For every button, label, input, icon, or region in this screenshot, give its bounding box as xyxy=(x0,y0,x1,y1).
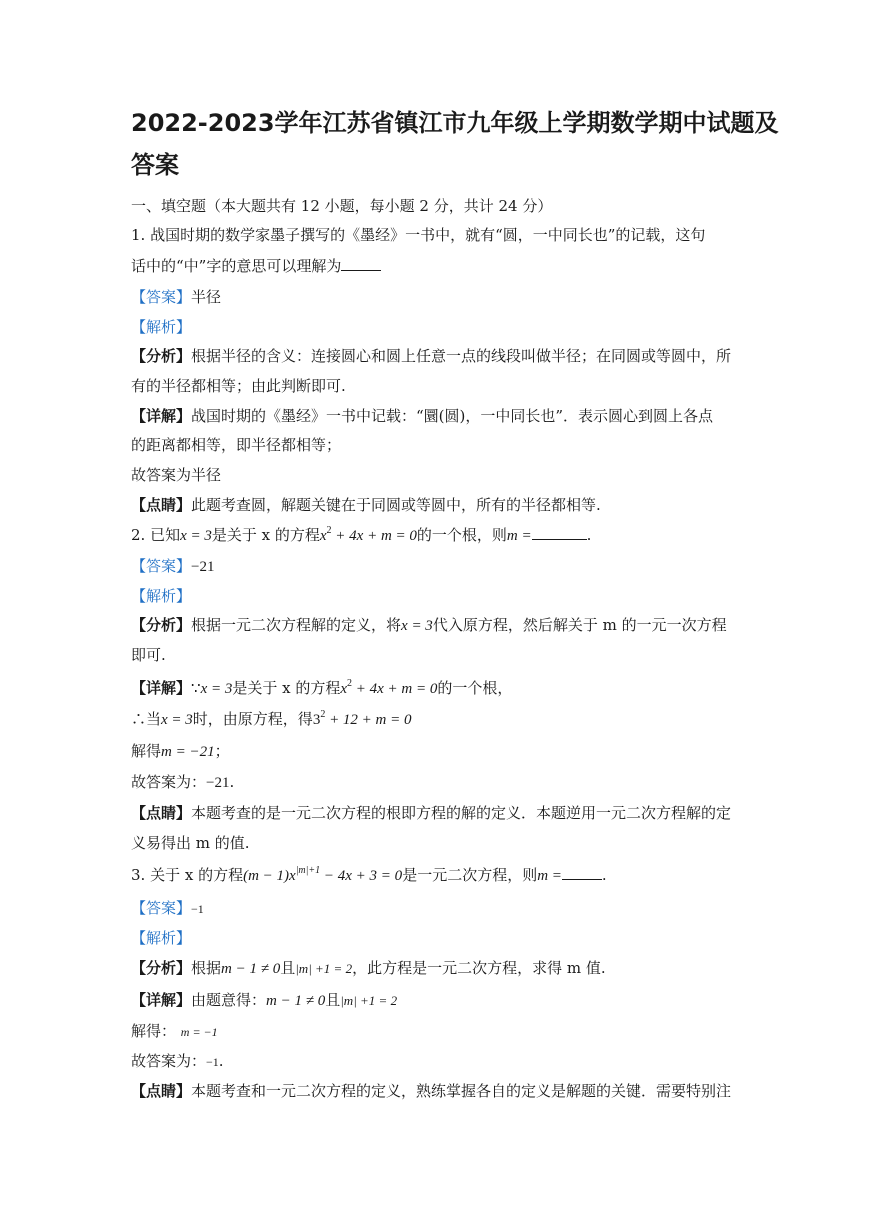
q3-fenxi: 【分析】根据m − 1 ≠ 0且|m| +1 = 2，此方程是一元二次方程，求得 m 值. xyxy=(131,959,606,977)
q1-text-line1: 1. 战国时期的数学家墨子撰写的《墨经》一书中，就有“圆，一中同长也”的记载，这句 xyxy=(131,226,706,244)
q3-comment: 【点睛】本题考查和一元二次方程的定义，熟练掌握各自的定义是解题的关键．需要特别注 xyxy=(131,1082,732,1100)
q2-solve: 解得m = −21； xyxy=(131,742,230,760)
q3-text: 3. 关于 x 的方程$(m - 1)x^{|m|+1} - 4x + 3 = 0$是一元二次方程，则m = . xyxy=(131,865,607,884)
q3-answer: 【答案】−1 xyxy=(131,899,204,917)
q3-conclusion: 故答案为：−1. xyxy=(131,1052,224,1070)
answer-blank xyxy=(562,865,602,880)
q3-detail: 【详解】由题意得：m − 1 ≠ 0且|m| +1 = 2 xyxy=(131,991,398,1009)
answer-blank xyxy=(341,256,381,271)
q1-comment: 【点睛】此题考查圆，解题关键在于同圆或等圆中，所有的半径都相等. xyxy=(131,496,601,514)
q1-analysis-tag: 【解析】 xyxy=(131,318,192,336)
q1-detail-line1: 【详解】战国时期的《墨经》一书中记载：“圜(圆)，一中同长也”．表示圆心到圆上各点 xyxy=(131,407,714,425)
doc-title-line1: 2022-2023学年江苏省镇江市九年级上学期数学期中试题及 xyxy=(131,109,779,137)
q2-text: 2. 已知x = 3是关于 x 的方程$x^2 + 4x + m = 0$的一个根，则m = . xyxy=(131,525,592,544)
q1-conclusion: 故答案为半径 xyxy=(131,466,222,484)
q2-comment-line2: 义易得出 m 的值. xyxy=(131,834,250,852)
q2-detail: 【详解】∵x = 3是关于 x 的方程$x^2 + 4x + m = 0$的一个根， xyxy=(131,678,513,697)
q1-text-line2: 话中的“中”字的意思可以理解为 xyxy=(131,255,741,277)
section-heading: 一、填空题（本大题共有 12 小题，每小题 2 分，共计 24 分） xyxy=(131,197,553,215)
q2-conclusion: 故答案为：−21. xyxy=(131,773,235,791)
q1-detail-line2: 的距离都相等，即半径都相等； xyxy=(131,436,342,454)
q3-analysis-tag: 【解析】 xyxy=(131,929,192,947)
q1-fenxi-line2: 有的半径都相等；由此判断即可. xyxy=(131,377,346,395)
q2-fenxi-line2: 即可. xyxy=(131,646,166,664)
answer-tag: 【答案】 xyxy=(131,288,192,306)
q1-answer: 【答案】半径 xyxy=(131,288,222,306)
q2-analysis-tag: 【解析】 xyxy=(131,587,192,605)
doc-title-line2: 答案 xyxy=(131,151,179,179)
q2-when: ∴当x = 3时，由原方程，得$3^2 + 12 + m = 0$ xyxy=(131,709,412,728)
q2-fenxi-line1: 【分析】根据一元二次方程解的定义，将x = 3代入原方程，然后解关于 m 的一元一次方程 xyxy=(131,616,727,634)
answer-tag: 【答案】 xyxy=(131,557,192,575)
q2-comment-line1: 【点睛】本题考查的是一元二次方程的根即方程的解的定义．本题逆用一元二次方程解的定 xyxy=(131,804,732,822)
q1-fenxi-line1: 【分析】根据半径的含义：连接圆心和圆上任意一点的线段叫做半径；在同圆或等圆中，所 xyxy=(131,347,732,365)
q3-solve: 解得： m = −1 xyxy=(131,1022,218,1040)
q2-answer: 【答案】−21 xyxy=(131,557,215,575)
answer-blank xyxy=(532,525,587,540)
answer-tag: 【答案】 xyxy=(131,899,192,917)
